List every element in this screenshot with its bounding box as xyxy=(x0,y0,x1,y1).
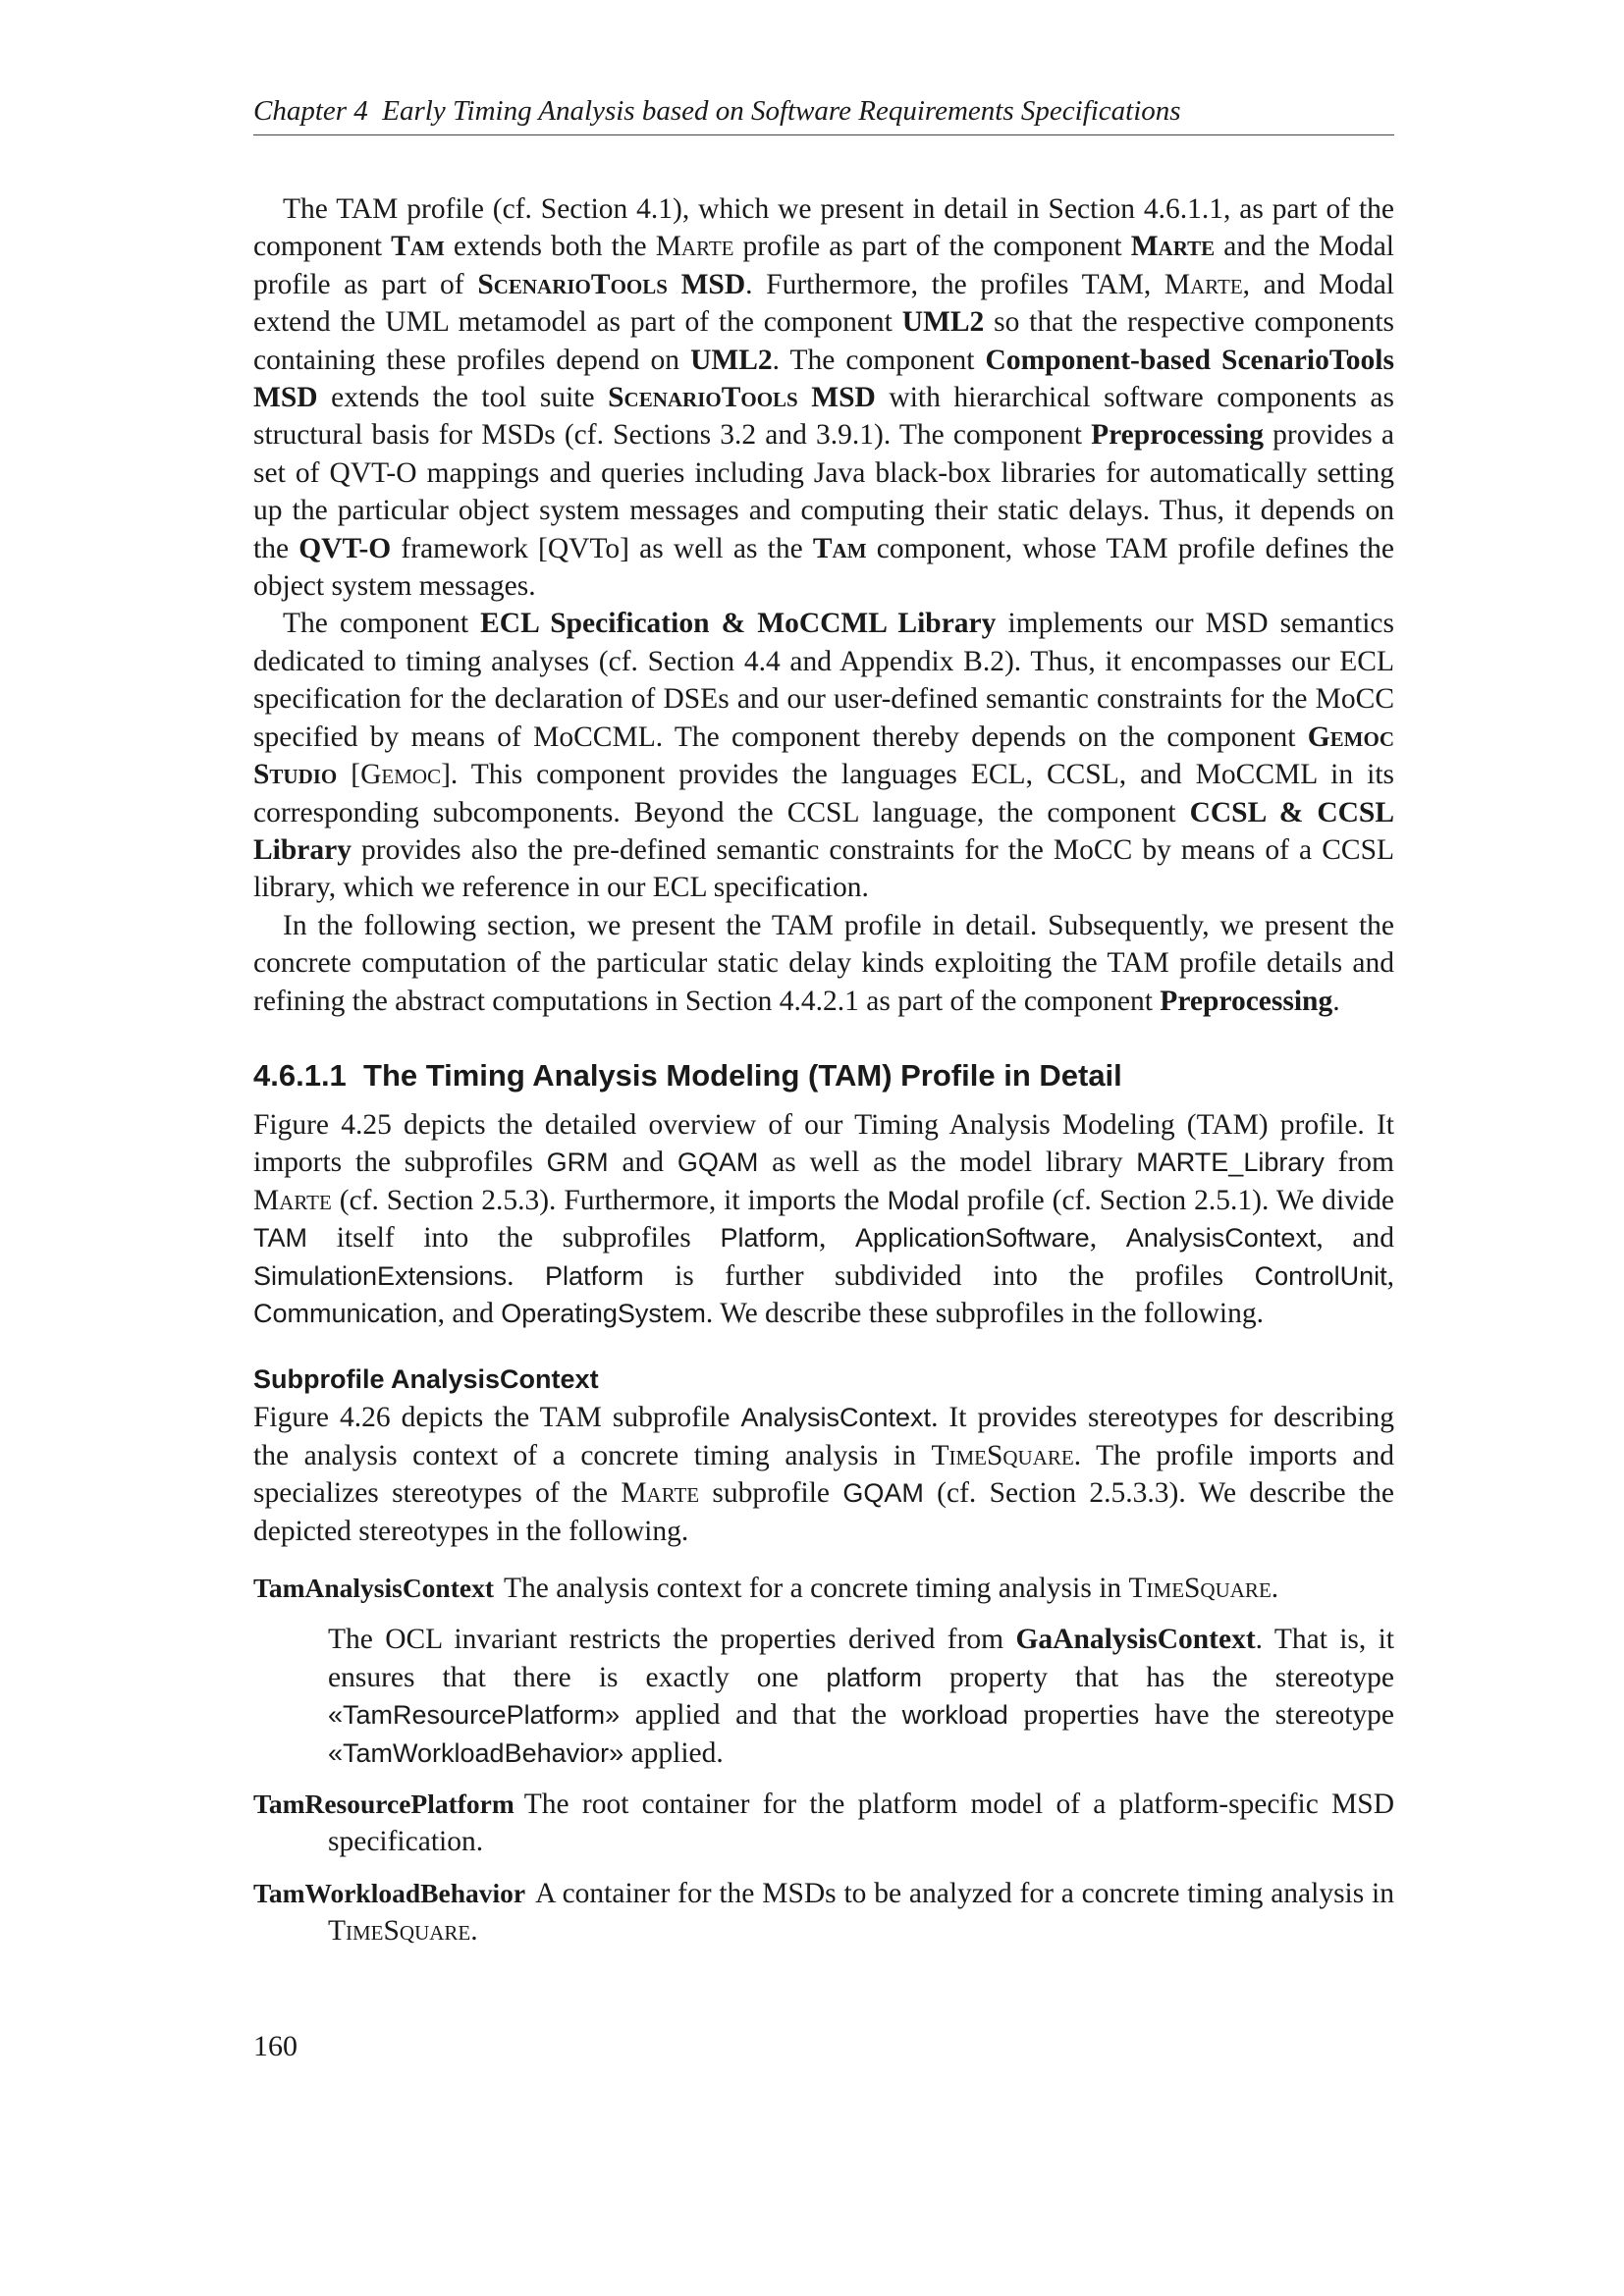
component-ref: CCSL & CCSL Library xyxy=(253,796,1395,866)
paragraph-analysis-context: Figure 4.26 depicts the TAM subprofile AnalysisContext. It provides stereotypes for describing the analysis context of a concrete timing analysis in TimeSquare. The profile imports and specializes stereotypes of the Marte subprofile GQAM (cf. Section 2.5.3.3). We describe the depicted stereotypes in the following. xyxy=(253,1402,1394,1547)
component-ref: Tam xyxy=(812,532,867,564)
component-ref: ScenarioTools MSD xyxy=(477,268,746,300)
section-heading: 4.6.1.1 The Timing Analysis Modeling (TAM) Profile in Detail xyxy=(253,1057,1122,1093)
paragraph-tam-component: The TAM profile (cf. Section 4.1), which we present in detail in Section 4.6.1.1, as part of the component Tam extends both the Marte profile as part of the component Marte and the Modal profile as part of ScenarioTools MSD. Furthermore, the profiles TAM, Marte, and Modal extend the UML metamodel as part of the component UML2 so that the respective components containing these profiles depend on UML2. The component Component-based ScenarioTools MSD extends the tool suite ScenarioTools MSD with hierarchical software components as structural basis for MSDs (cf. Sections 3.2 and 3.9.1). The component Preprocessing provides a set of QVT-O mappings and queries including Java black-box libraries for automatically setting up the particular object system messages and computing their static delays. Thus, it depends on the QVT-O framework [QVTo] as well as the Tam component, whose TAM profile defines the object system messages. xyxy=(253,193,1395,603)
description-item: TamWorkloadBehavior A container for the MSDs to be analyzed for a concrete timing analysis in TimeSquare. xyxy=(253,1877,1394,1948)
page-body xyxy=(253,190,1394,1964)
description-item: TamResourcePlatform The root container for the platform model of a platform-specific MSD specification. xyxy=(253,1789,1394,1858)
component-ref: Preprocessing xyxy=(1091,419,1264,452)
description-term: TamWorkloadBehavior xyxy=(253,1877,526,1908)
component-ref: Marte xyxy=(1130,231,1216,263)
paragraph-ecl-specification: The component ECL Specification & MoCCML Library implements our MSD semantics dedicated to timing analyses (cf. Section 4.4 and Appendix B.2). Thus, it encompasses our ECL specification for the declaration of DSEs and our user-defined semantic constraints for the MoCC specified by means of MoCCML. The component thereby depends on the component Gemoc Studio [Gemoc]. This component provides the languages ECL, CCSL, and MoCCML in its corresponding subcomponents. Beyond the CCSL language, the component CCSL & CCSL Library provides also the pre-defined semantic constraints for the MoCC by means of a CCSL library, which we reference in our ECL specification. xyxy=(253,608,1395,904)
component-ref: ECL Specification & MoCCML Library xyxy=(480,608,997,640)
description-continuation: The OCL invariant restricts the properties derived from GaAnalysisContext. That is, it ensures that there is exactly one platform property that has the stereotype «TamResourcePlatform» applied and that the workload properties have the stereotype «TamWorkloadBehavior» applied. xyxy=(328,1624,1394,1769)
component-ref: UML2 xyxy=(690,344,773,376)
stereotype-description-list xyxy=(253,1570,1394,1950)
component-ref: Tam xyxy=(391,231,445,263)
component-ref: ScenarioTools MSD xyxy=(608,382,876,414)
component-ref: Preprocessing xyxy=(1160,985,1333,1017)
component-ref: QVT-O xyxy=(298,532,392,564)
component-ref: Gemoc Studio xyxy=(253,721,1394,791)
subheading: Subprofile AnalysisContext xyxy=(253,1364,599,1395)
description-item: TamAnalysisContext The analysis context for a concrete timing analysis in TimeSquare. The OCL invariant restricts the properties derived from GaAnalysisContext. That is, it ensures that there is exactly one platform property that has the stereotype «TamResourcePlatform» applied and that the workload properties have the stereotype «TamWorkloadBehavior» applied. xyxy=(253,1570,1394,1772)
running-header xyxy=(253,94,1394,135)
description-term: TamResourcePlatform xyxy=(253,1789,514,1820)
paragraph-tam-overview: Figure 4.25 depicts the detailed overview of our Timing Analysis Modeling (TAM) profile. It imports the subprofiles GRM and GQAM as well as the model library MARTE_Library from Marte (cf. Section 2.5.3). Furthermore, it imports the Modal profile (cf. Section 2.5.1). We divide TAM itself into the subprofiles Platform, ApplicationSoftware, AnalysisContext, and SimulationExtensions. Platform is further subdivided into the profiles ControlUnit, Communication, and OperatingSystem. We describe these subprofiles in the following. xyxy=(253,1108,1395,1329)
running-title: Chapter 4 Early Timing Analysis based on Software Requirements Specifications xyxy=(253,95,1181,127)
page-number: 160 xyxy=(253,2030,298,2062)
component-ref: UML2 xyxy=(901,306,985,339)
component-ref: Component-based ScenarioTools MSD xyxy=(253,344,1394,414)
description-term: TamAnalysisContext xyxy=(253,1573,494,1603)
paragraph-following-section: In the following section, we present the TAM profile in detail. Subsequently, we present the concrete computation of the particular static delay kinds exploiting the TAM profile details and refining the abstract computations in Section 4.4.2.1 as part of the component Preprocessing. xyxy=(253,909,1394,1017)
